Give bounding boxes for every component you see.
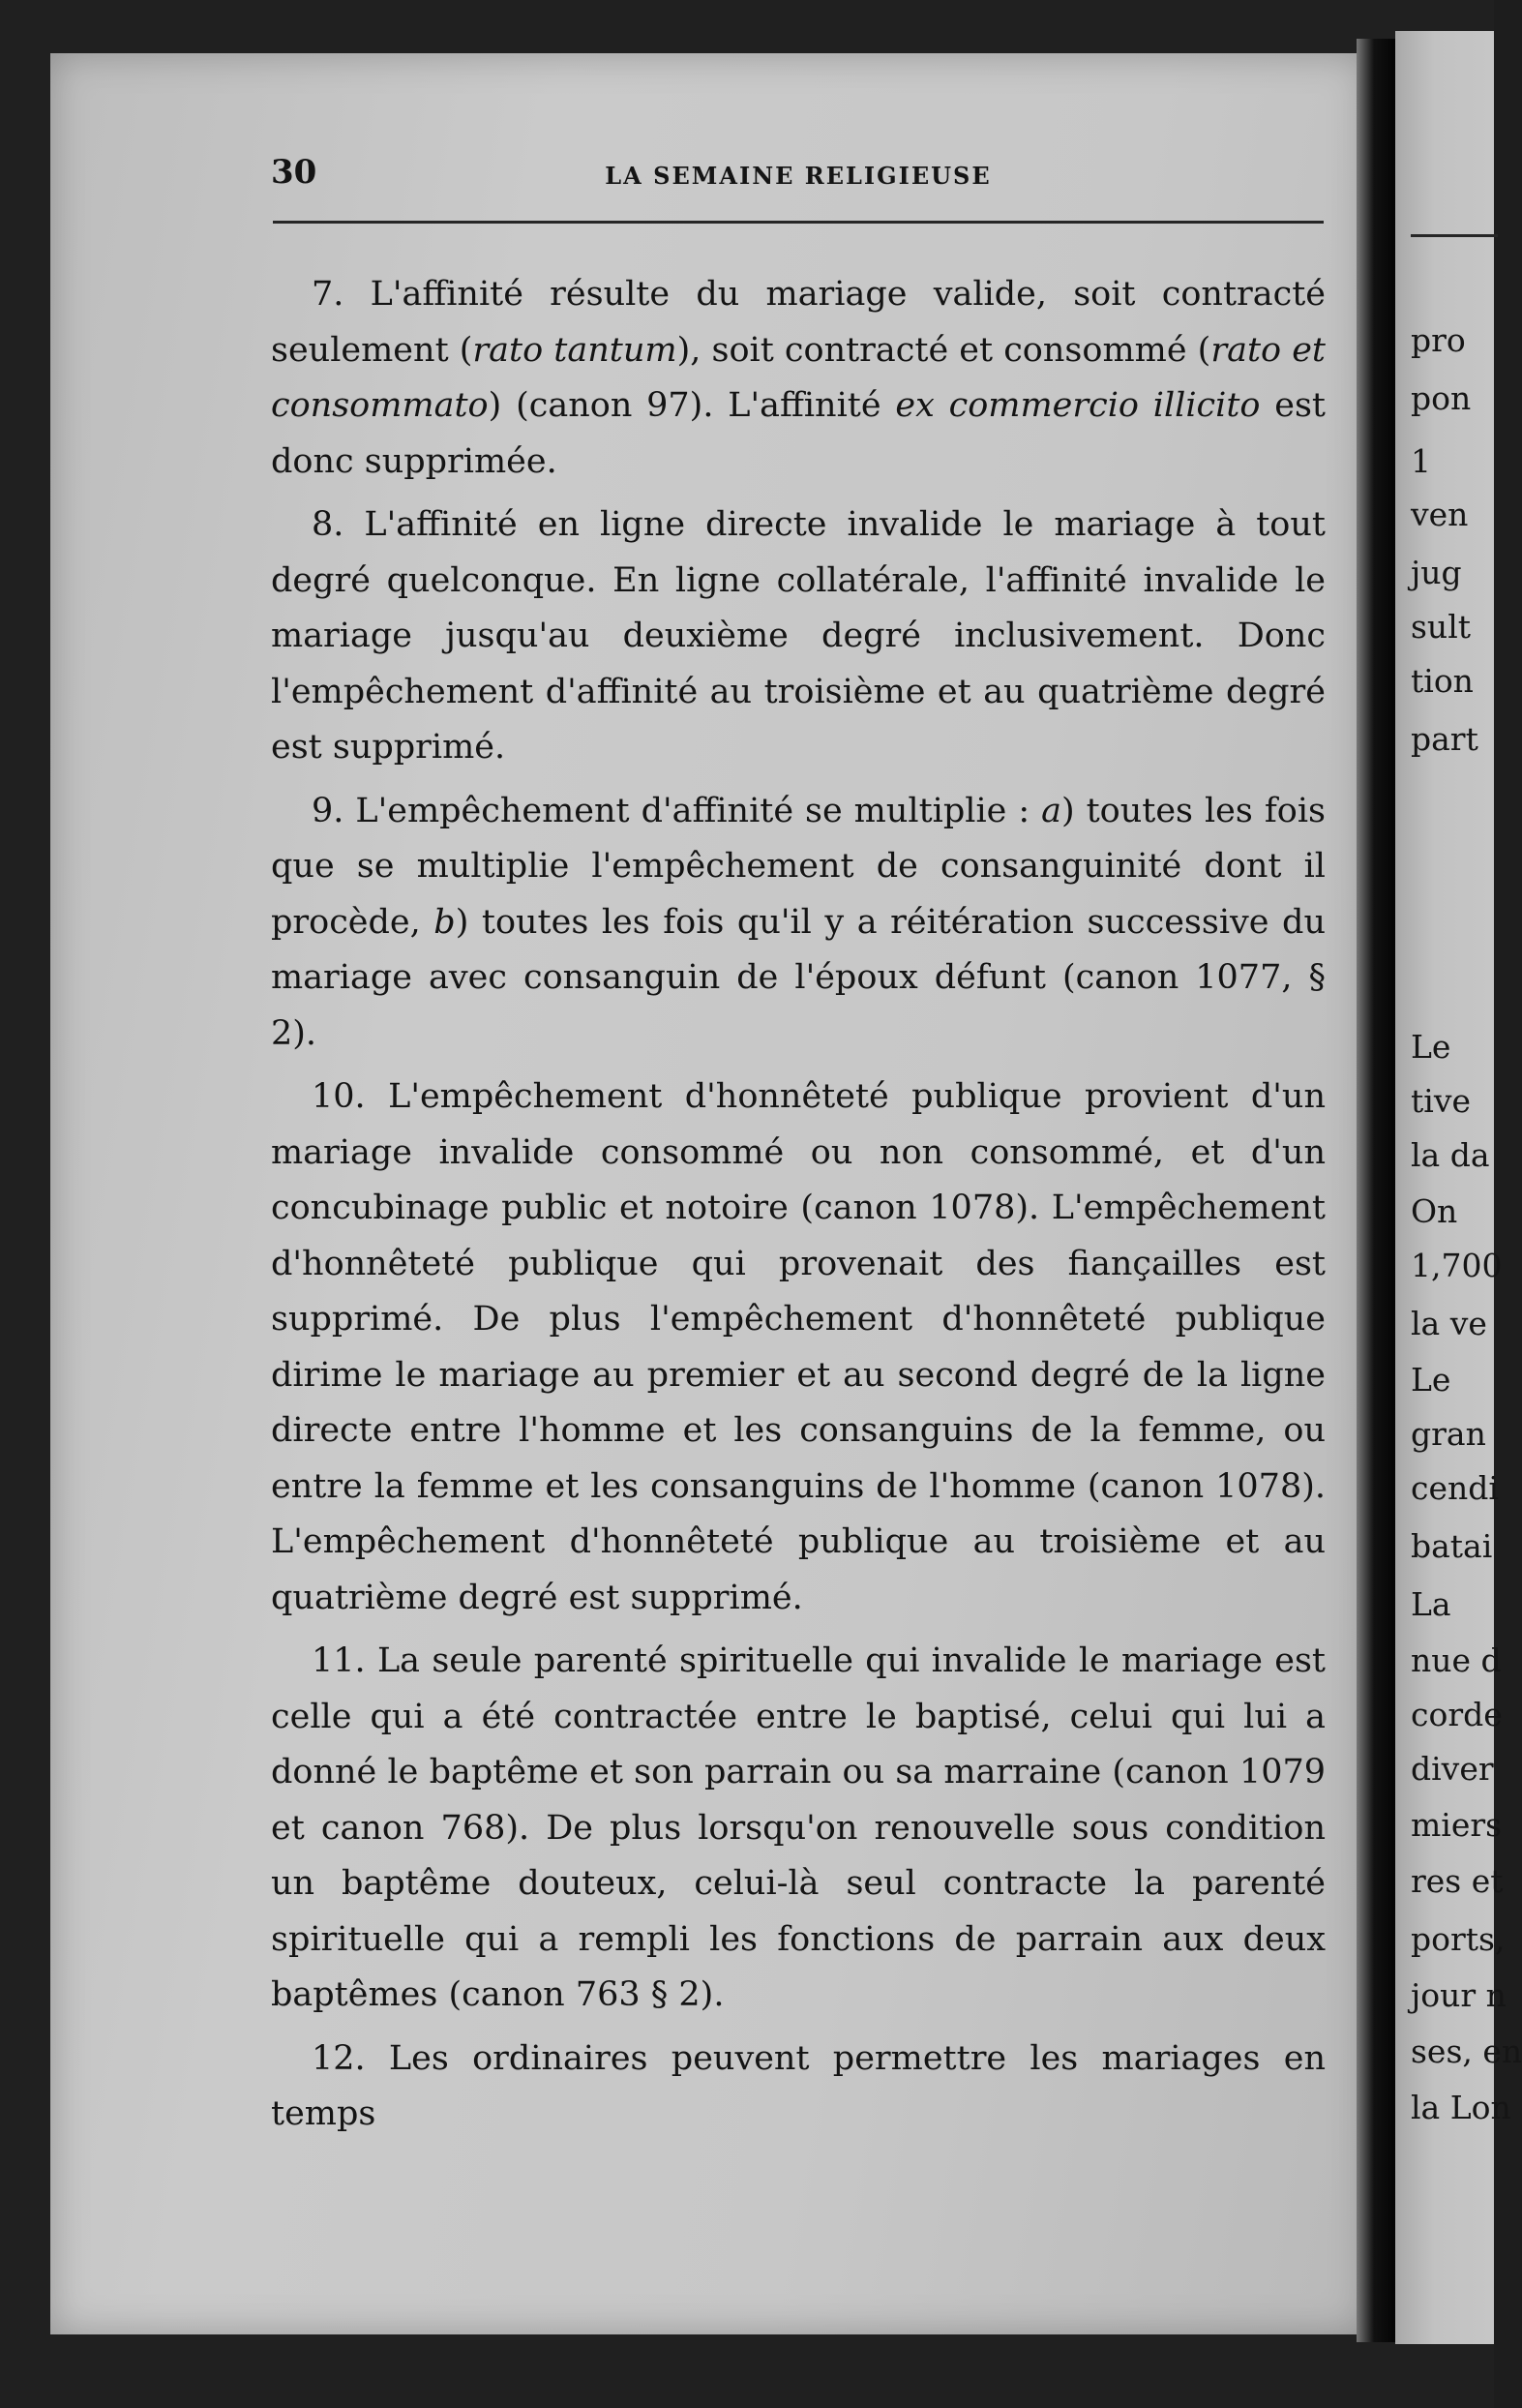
page-header — [271, 153, 1326, 201]
next-page-fragment: res et — [1411, 1862, 1504, 1900]
next-page-fragment: la ve — [1411, 1305, 1487, 1342]
paragraph-10: 10. L'empêchement d'honnêteté publique provient d'un mariage invalide consommé ou non consommé, et d'un concubinage public et notoire (canon 1078). L'empêchement d'honnêteté publique qui provenait des fiançailles est supprimé. De plus l'empêchement d'honnêteté publique dirime le mariage au premier et au second degré de la ligne directe entre l'homme et les consanguins de la femme, ou entre la femme et les consanguins de l'homme (canon 1078). L'empêchement d'honnêteté publique au troisième et au quatrième degré est supprimé. — [271, 1077, 1326, 1617]
next-page-fragment: On — [1411, 1192, 1458, 1230]
book-gutter — [1357, 39, 1395, 2342]
header-rule — [273, 221, 1324, 224]
next-page-fragment: la Lon — [1411, 2089, 1511, 2126]
text-run: ), soit contracté et consommé ( — [676, 330, 1211, 370]
next-page-fragment: Le — [1411, 1028, 1451, 1066]
text-run: 9. L'empêchement d'affinité se multiplie : — [312, 791, 1042, 830]
text-run: est donc supprimée. — [271, 386, 1326, 481]
next-page-fragment: La — [1411, 1585, 1451, 1623]
next-page-fragment: ses, en — [1411, 2032, 1522, 2070]
paragraph-12: 12. Les ordinaires peuvent permettre les mariages en temps — [271, 2038, 1326, 2133]
next-page-fragment: batai — [1411, 1527, 1493, 1565]
body-text — [271, 267, 1326, 2151]
next-page-fragment: tive — [1411, 1082, 1471, 1120]
next-page-fragment: corde — [1411, 1696, 1503, 1733]
next-page-fragment: miers — [1411, 1806, 1503, 1844]
next-page-fragment: la da — [1411, 1136, 1490, 1174]
latin-term: rato et consommato — [271, 330, 1326, 425]
next-page-fragment: 1 — [1411, 442, 1431, 480]
next-page-fragment: tion — [1411, 662, 1474, 700]
running-title: LA SEMAINE RELIGIEUSE — [605, 162, 992, 190]
text-run: ) (canon 97). L'affinité — [488, 386, 896, 425]
text-run: 7. L'affinité résulte du mariage valide, soit contracté seulement ( — [271, 275, 1326, 370]
next-page-fragment: nue d — [1411, 1641, 1502, 1679]
next-page-fragment: pon — [1411, 379, 1472, 417]
paragraph-8: 8. L'affinité en ligne directe invalide le mariage à tout degré quelconque. En ligne collatérale, l'affinité invalide le mariage jusqu'au deuxième degré inclusivement. Donc l'empêchement d'affinité au troisième et au quatrième degré est supprimé. — [271, 505, 1326, 767]
next-page-edge — [1395, 31, 1522, 2344]
next-page-rule — [1411, 234, 1498, 237]
next-page-fragment: gran — [1411, 1415, 1486, 1453]
next-page-fragment: jour n — [1411, 1976, 1507, 2014]
latin-term: rato tantum — [472, 330, 677, 370]
paragraph-7 — [271, 267, 1326, 490]
next-page-fragment: Le — [1411, 1361, 1451, 1399]
enumeration-letter: a — [1041, 791, 1061, 830]
next-page-fragment: part — [1411, 720, 1478, 758]
next-page-fragment: ports, — [1411, 1920, 1506, 1958]
page-number: 30 — [271, 153, 317, 192]
latin-term: ex commercio illicito — [895, 386, 1261, 425]
next-page-fragment: sult — [1411, 608, 1472, 646]
next-page-fragment: cendi — [1411, 1469, 1499, 1507]
next-page-fragment: pro — [1411, 321, 1466, 359]
next-page-fragment: 1,700 — [1411, 1247, 1503, 1284]
text-run: ) toutes les fois que se multiplie l'empêchement de consanguinité dont il procède, — [271, 791, 1327, 942]
enumeration-letter: b — [433, 902, 456, 942]
paragraph-9 — [271, 784, 1326, 1063]
paragraph-11: 11. La seule parenté spirituelle qui invalide le mariage est celle qui a été contractée entre le baptisé, celui qui lui a donné le baptême et son parrain ou sa marraine (canon 1079 et canon 768). De plus lorsqu'on renouvelle sous condition un baptême douteux, celui-là seul contracte la parenté spirituelle qui a rempli les fonctions de parrain aux deux baptêmes (canon 763 § 2). — [271, 1641, 1326, 2014]
next-page-fragment: diver — [1411, 1750, 1494, 1788]
text-run: ) toutes les fois qu'il y a réitération successive du mariage avec consanguin de l'époux défunt (canon 1077, § 2). — [271, 902, 1326, 1053]
next-page-fragment: jug — [1411, 554, 1462, 591]
next-page-fragment: ven — [1411, 496, 1469, 533]
